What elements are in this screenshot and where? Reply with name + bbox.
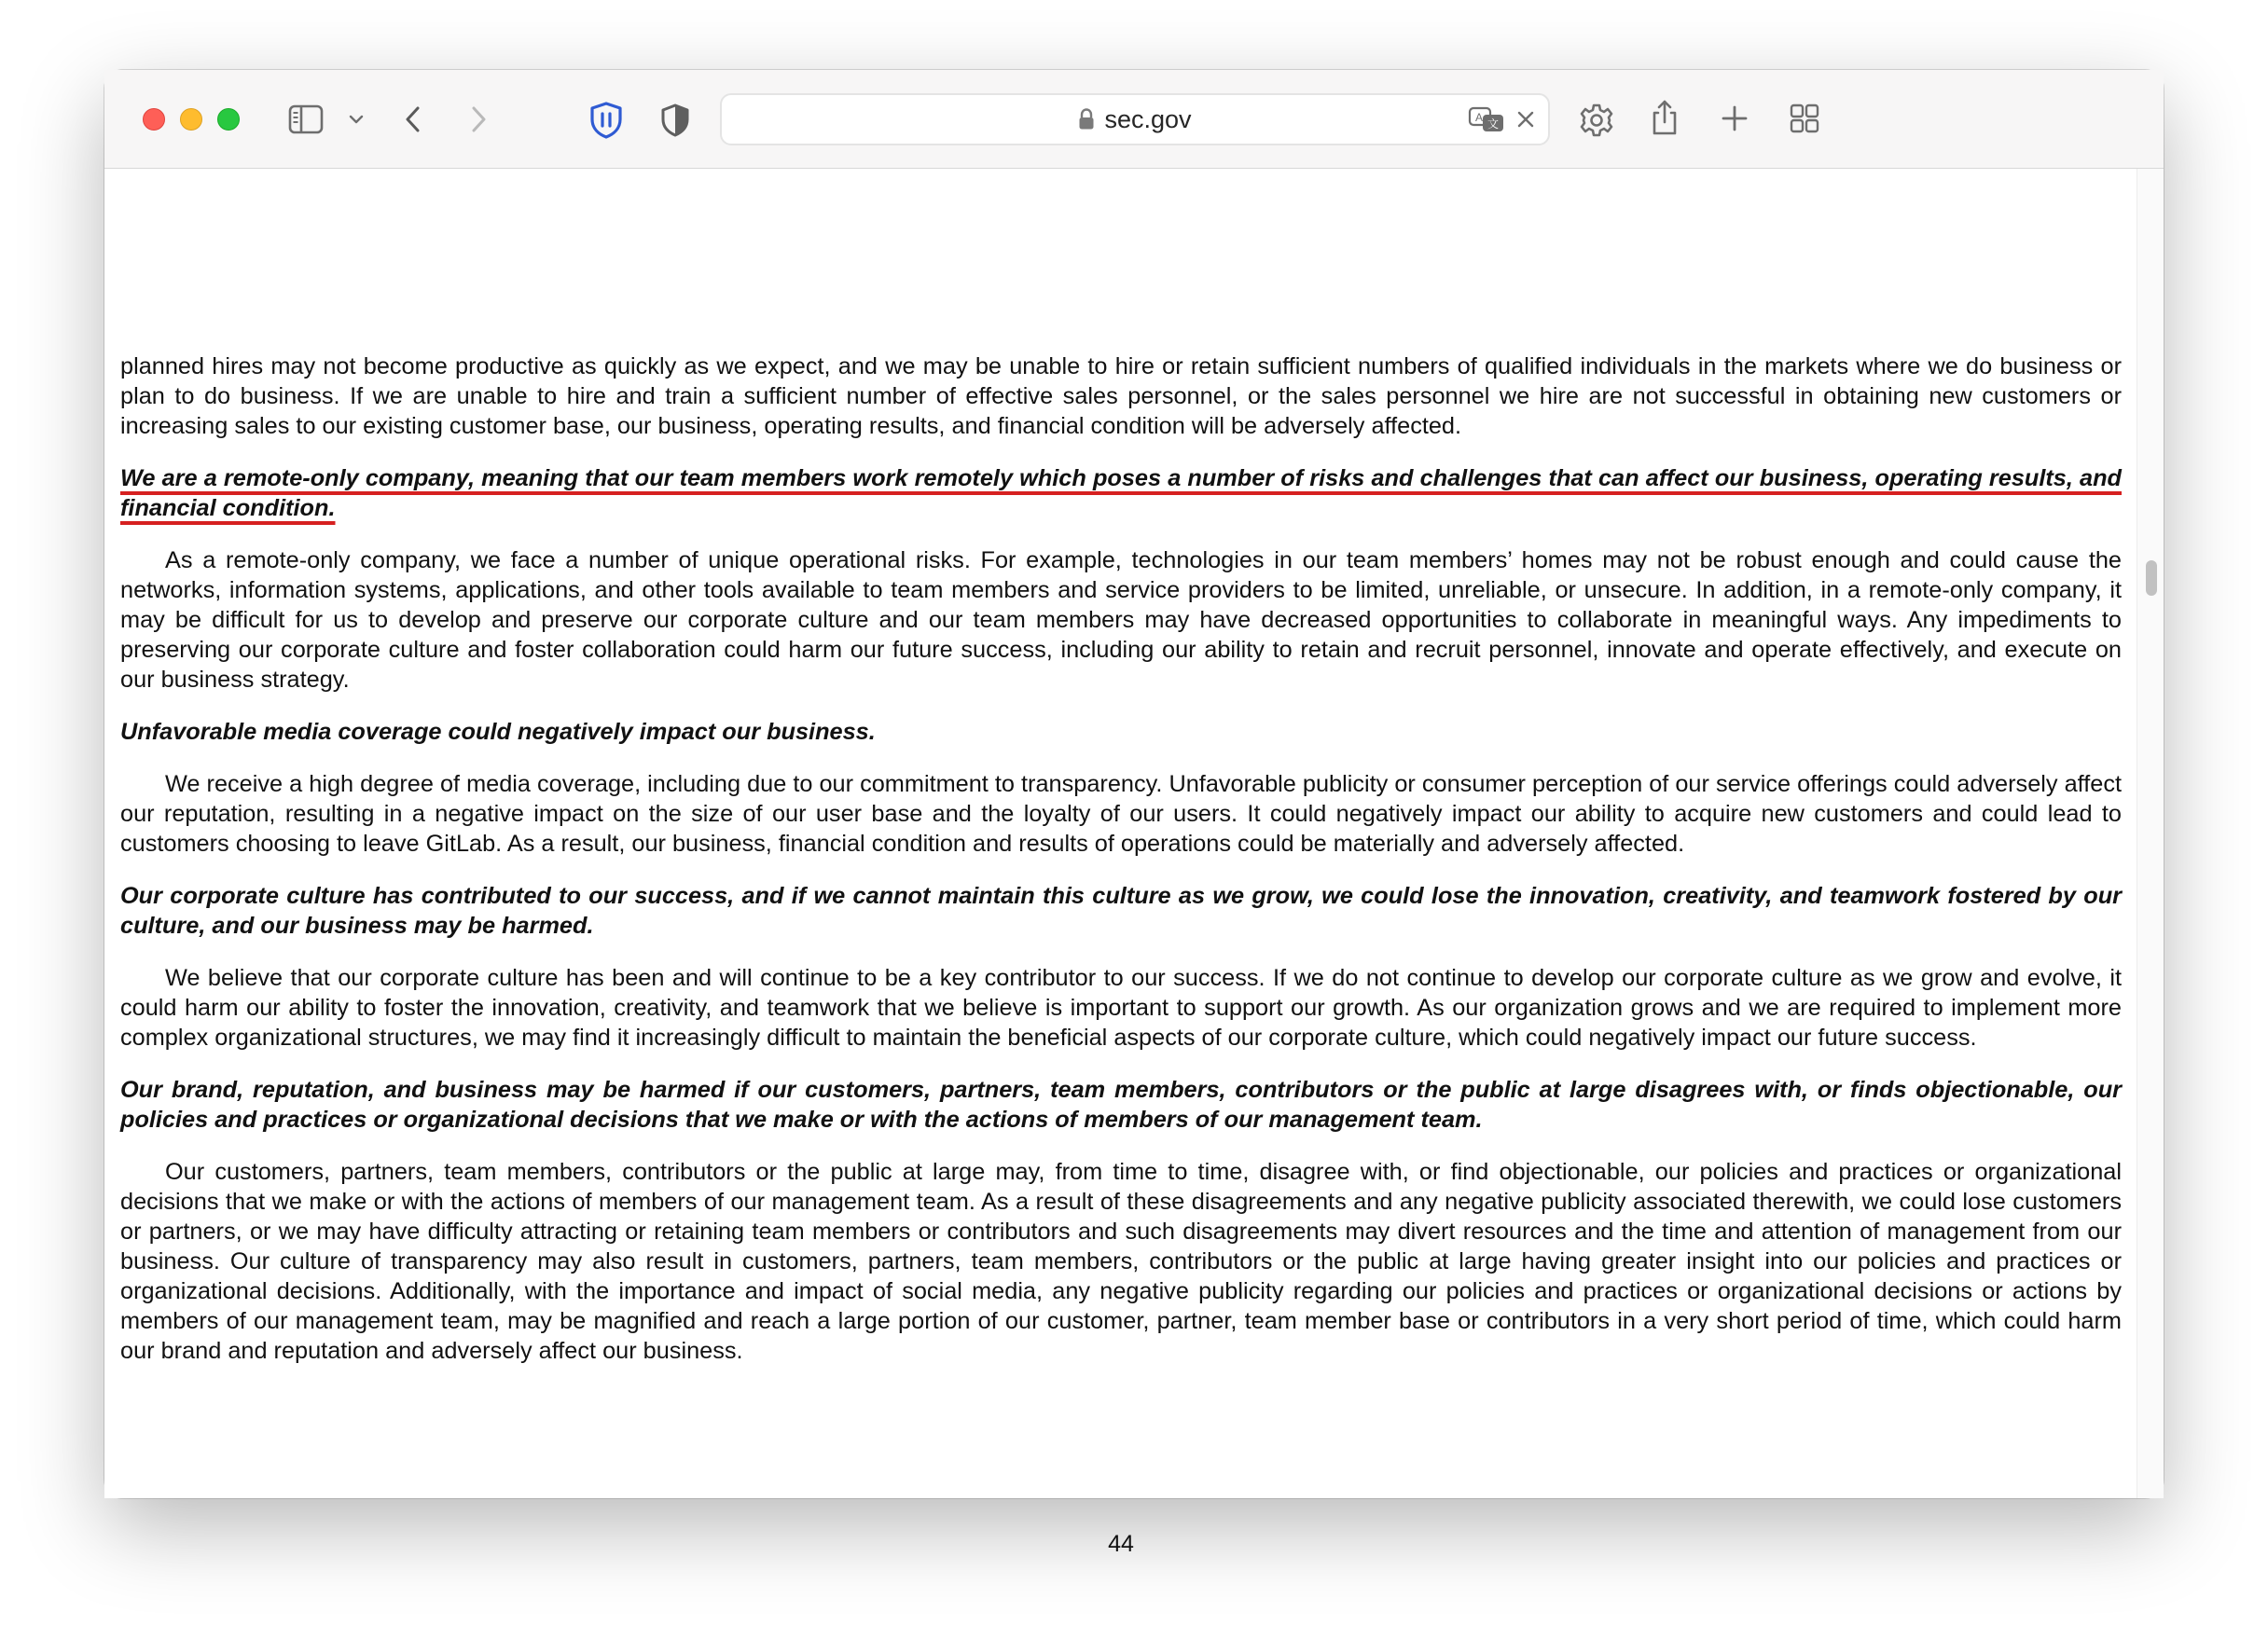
tab-overview-icon[interactable] [1789,103,1820,134]
risk-factor-heading: Unfavorable media coverage could negatively impact our business. [120,719,876,745]
gear-icon[interactable] [1578,102,1615,139]
close-window-button[interactable] [143,108,165,131]
new-tab-icon[interactable] [1720,103,1749,133]
browser-window [104,70,2164,1557]
minimize-window-button[interactable] [180,108,202,131]
clear-url-icon[interactable] [1514,108,1537,131]
vertical-scrollbar[interactable] [2137,169,2164,1498]
forward-button[interactable] [468,103,489,135]
document-body [120,351,2122,1388]
body-paragraph: Our customers, partners, team members, contributors or the public at large may, from time to time, disagree with, or find objectionable, our policies and practices or organizational decisions that we make or with the actions of members of our management team. As a result of these disagreements and any negative publicity associated therewith, we could lose customers or partners, or we may have difficulty attracting or retaining team members or contributors and such disagreements may divert resources and the time and attention of management from our business. Our culture of transparency may also result in customers, partners, team members, contributors or the public at large having greater insight into our policies and practices or organizational decisions. Additionally, with the importance and impact of social media, any negative publicity regarding our policies and practices or organizational decisions or actions by members of our management team, may be magnified and reach a large portion of our customer, partner, team member base or contributors in a very short period of time, which could harm our brand and reputation and adversely affect our business. [120,1159,2122,1364]
privacy-shield-icon[interactable] [658,102,692,139]
password-manager-shield-icon[interactable] [588,100,625,141]
highlighted-risk-factor-heading: We are a remote-only company, meaning that our team members work remotely which poses a number of risks and challenges that can affect our business, operating results, and financial condition. [120,465,2122,521]
risk-factor-heading: Our brand, reputation, and business may be harmed if our customers, partners, team members, contributors or the public at large disagrees with, or finds objectionable, our policies and practices or organizational decisions that we make or with the actions of members of our management team. [120,1077,2122,1133]
page-content [104,169,2137,1557]
body-paragraph: We believe that our corporate culture has been and will continue to be a key contributor to our success. If we do not continue to develop our corporate culture as we grow and evolve, it could harm our ability to foster the innovation, creativity, and teamwork that we believe is important to support our growth. As our organization grows and we are required to implement more complex organizational structures, we may find it increasingly difficult to maintain the beneficial aspects of our corporate culture, which could negatively impact our future success. [120,965,2122,1051]
body-paragraph: planned hires may not become productive as quickly as we expect, and we may be unable to hire or retain sufficient numbers of qualified individuals in the markets where we do business or plan to do business. If we are unable to hire and train a sufficient number of effective sales personnel, or the sales personnel we hire are not successful in obtaining new customers or increasing sales to our existing customer base, our business, operating results, and financial condition will be adversely affected. [120,353,2122,439]
sidebar-toggle-icon[interactable] [287,103,325,135]
page-number: 44 [1108,1531,1134,1557]
zoom-window-button[interactable] [217,108,240,131]
chevron-down-icon[interactable] [349,113,364,126]
back-button[interactable] [403,103,423,135]
body-paragraph: As a remote-only company, we face a number of unique operational risks. For example, technologies in our team members’ homes may not be robust enough and could cause the networks, information systems, applications, and other tools available to team members and service providers to be limited, unreliable, or unsecure. In addition, in a remote-only company, it may be difficult for us to develop and preserve our corporate culture and our team members may have decreased opportunities to collaborate in meaningful ways. Any impediments to preserving our corporate culture and foster collaboration could harm our future success, including our ability to retain and recruit personnel, innovate and operate effectively, and execute on our business strategy. [120,547,2122,693]
share-icon[interactable] [1649,98,1680,137]
risk-factor-heading: Our corporate culture has contributed to our success, and if we cannot maintain this culture as we grow, we could lose the innovation, creativity, and teamwork fostered by our culture, and our business may be harmed. [120,883,2122,939]
body-paragraph: We receive a high degree of media coverage, including due to our commitment to transparency. Unfavorable publicity or consumer perception of our service offerings could adversely affect our reputation, resulting in a negative impact on the size of our user base and the loyalty of our users. It could negatively impact our ability to acquire new customers and could lead to customers choosing to leave GitLab. As a result, our business, financial condition and results of operations could be materially and adversely affected. [120,771,2122,857]
lock-icon [1078,108,1095,131]
scrollbar-thumb[interactable] [2146,560,2157,596]
browser-toolbar [104,70,2164,169]
translate-icon[interactable] [1468,104,1505,134]
address-bar[interactable] [720,93,1550,145]
svg-text:文: 文 [1487,117,1500,131]
url-text: sec.gov [1104,104,1192,133]
svg-text:A: A [1475,111,1484,124]
